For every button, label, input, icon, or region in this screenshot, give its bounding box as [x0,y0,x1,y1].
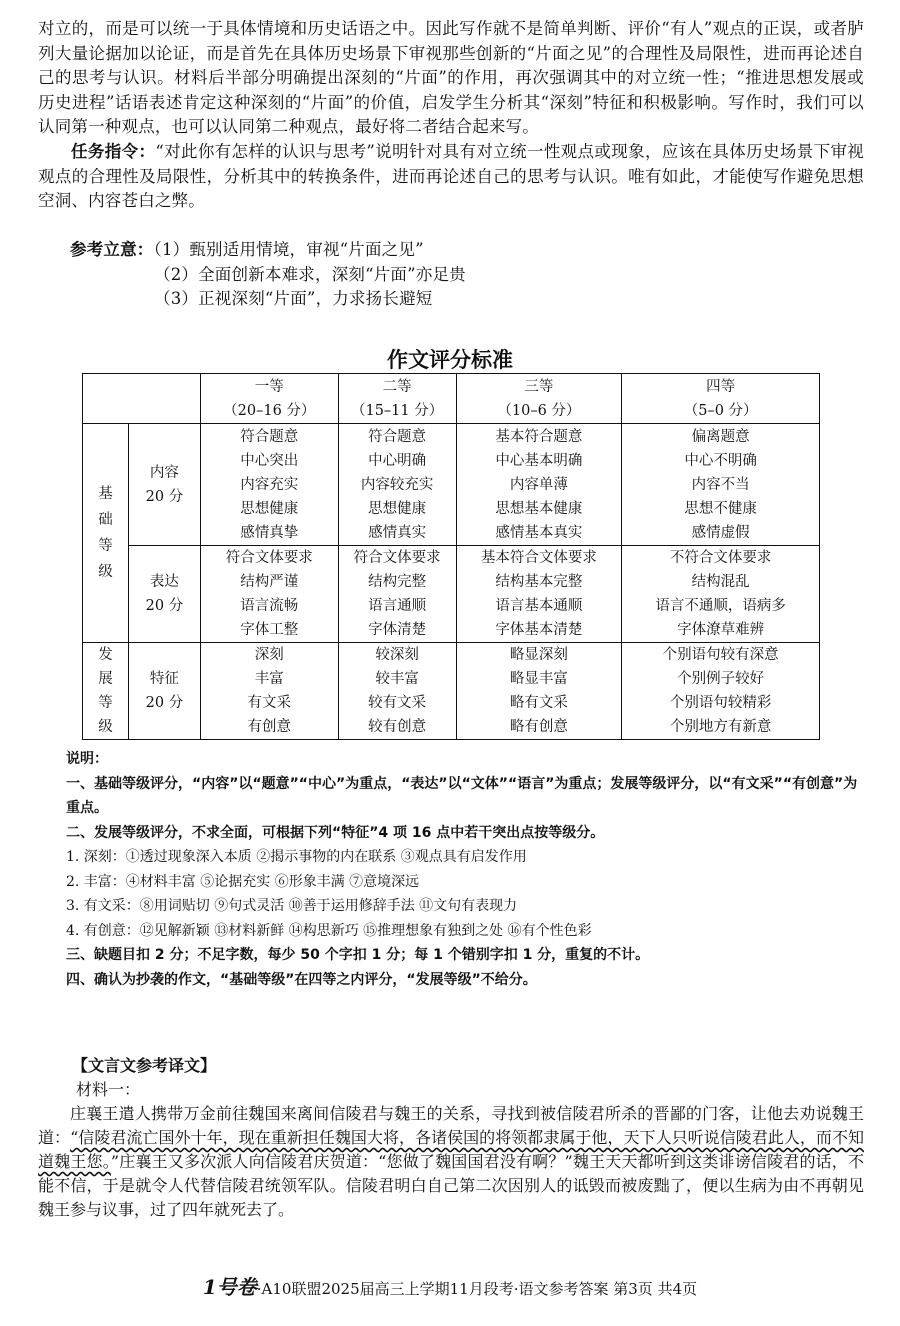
criteria-cell: 略显深刻 略显丰富 略有文采 略有创意 [456,643,622,740]
notes-heading: 说明： [66,751,108,767]
grade-header: 四等 （5–0 分） [622,374,820,424]
note-4: 四、确认为抄袭的作文，“基础等级”在四等之内评分，“发展等级”不给分。 [66,971,537,988]
feature-item: 2. 丰富：④材料丰富 ⑤论据充实 ⑥形象丰满 ⑦意境深远 [66,873,420,890]
table-row [83,424,820,546]
reference-label: 参考立意： [70,240,154,259]
translation-text: 庄襄王遣人携带万金前往魏国来离间信陵君与魏王的关系，寻找到被信陵君所杀的晋鄙的门客，让他去劝说魏王道：“信陵君流亡国外十年，现在重新担任魏国大将，各诸侯国的将领都隶属于他，天下人只听说信陵君此人，而不知道魏王您。”庄襄王又多次派人向信陵君庆贺道：“您做了魏国国君没有啊？”魏王天天都听到这类诽谤信陵君的话，不能不信，于是就令人代替信陵君统领军队。信陵君明白自己第二次因别人的诋毁而被废黜了，便以生病为由不再朝见魏王参与议事，过了四年就死去了。 [38,1104,864,1219]
classical-translation [38,1054,864,1222]
grade-header: 一等 （20–16 分） [200,374,338,424]
table-header-row [83,374,820,424]
grade-header: 三等 （10–6 分） [456,374,622,424]
page-footer [0,1271,900,1300]
feature-item: 4. 有创意：⑫见解新颖 ⑬材料新鲜 ⑭构思新巧 ⑮推理想象有独到之处 ⑯有个性色彩 [66,922,592,939]
criteria-cell: 基本符合题意 中心基本明确 内容单薄 思想基本健康 感情基本真实 [456,424,622,546]
footer-text: ·A10联盟2025届高三上学期11月段考·语文参考答案 第3页 共4页 [256,1280,698,1298]
criteria-cell: 符合文体要求 结构完整 语言通顺 字体清楚 [338,546,456,643]
note-3: 三、缺题目扣 2 分；不足字数，每少 50 个字扣 1 分；每 1 个错别字扣 1 分，重复的不计。 [66,947,650,963]
criteria-cell: 个别语句较有深意 个别例子较好 个别语句较精彩 个别地方有新意 [622,643,820,740]
table-title: 作文评分标准 [387,348,513,372]
criteria-cell: 不符合文体要求 结构混乱 语言不通顺，语病多 字体潦草难辨 [622,546,820,643]
criteria-cell: 深刻 丰富 有文采 有创意 [200,643,338,740]
criteria-cell: 偏离题意 中心不明确 内容不当 思想不健康 感情虚假 [622,424,820,546]
criteria-cell: 较深刻 较丰富 较有文采 较有创意 [338,643,456,740]
notes-section [38,747,864,992]
reference-ideas [38,238,896,312]
reference-item: （3）正视深刻“片面”，力求扬长避短 [154,289,433,308]
table-row [83,546,820,643]
task-instruction [38,140,864,214]
criteria-cell: 基本符合文体要求 结构基本完整 语言基本通顺 字体基本清楚 [456,546,622,643]
feature-item: 3. 有文采：⑧用词贴切 ⑨句式灵活 ⑩善于运用修辞手法 ⑪文句有表现力 [66,898,518,914]
material-label: 材料一： [76,1080,141,1099]
item-cell: 特征 20 分 [128,643,200,740]
task-text: “对此你有怎样的认识与思考”说明针对具有对立统一性观点或现象，应该在具体历史场景下审视观点的合理性及局限性，分析其中的转换条件，进而再论述自己的思考与认识。唯有如此，才能使写作避免思想空洞、内容苍白之弊。 [38,142,864,210]
item-cell: 内容 20 分 [128,424,200,546]
level-cell: 基础等级 [83,424,129,643]
reference-item: （2）全面创新本难求，深刻“片面”亦足贵 [154,264,466,284]
item-cell: 表达 20 分 [128,546,200,643]
level-cell: 发展等级 [83,643,129,740]
logo: 1号卷 [202,1275,257,1299]
grade-header: 二等 （15–11 分） [338,374,456,424]
underlined-quote: “信陵君流亡国外十年，现在重新担任魏国大将，各诸侯国的将领都隶属于他，天下人只听说信陵君此人，而不知道魏王您。 [38,1128,864,1171]
table-row [83,643,820,740]
criteria-cell: 符合题意 中心明确 内容较充实 思想健康 感情真实 [338,424,456,546]
feature-item: 1. 深刻：①透过现象深入本质 ②揭示事物的内在联系 ③观点具有启发作用 [66,849,527,865]
section-heading: 【文言文参考译文】 [72,1056,217,1075]
intro-paragraph: 对立的，而是可以统一于具体情境和历史话语之中。因此写作就不是简单判断、评价“有人”观点的正误，或者胪列大量论据加以论证，而是首先在具体历史场景下审视那些创新的“片面之见”的合理性及局限性，进而再论述自己的思考与认识。材料后半部分明确提出深刻的“片面”的作用，再次强调其中的对立统一性；“推进思想发展或历史进程”话语表述肯定这种深刻的“片面”的价值，启发学生分析其“深刻”特征和积极影响。写作时，我们可以认同第一种观点，也可以认同第二种观点，最好将二者结合起来写。 [38,19,864,136]
criteria-cell: 符合题意 中心突出 内容充实 思想健康 感情真挚 [200,424,338,546]
criteria-cell: 符合文体要求 结构严谨 语言流畅 字体工整 [200,546,338,643]
scoring-table [82,373,820,740]
task-label: 任务指令： [71,142,156,161]
note-2: 二、发展等级评分，不求全面，可根据下列“特征”4 项 16 点中若干突出点按等级分。 [66,824,605,841]
reference-item: （1）甄别适用情境，审视“片面之见” [153,240,424,259]
note-1: 一、基础等级评分，“内容”以“题意”“中心”为重点，“表达”以“文体”“语言”为重点；发展等级评分，以“有文采”“有创意”为重点。 [66,775,858,816]
